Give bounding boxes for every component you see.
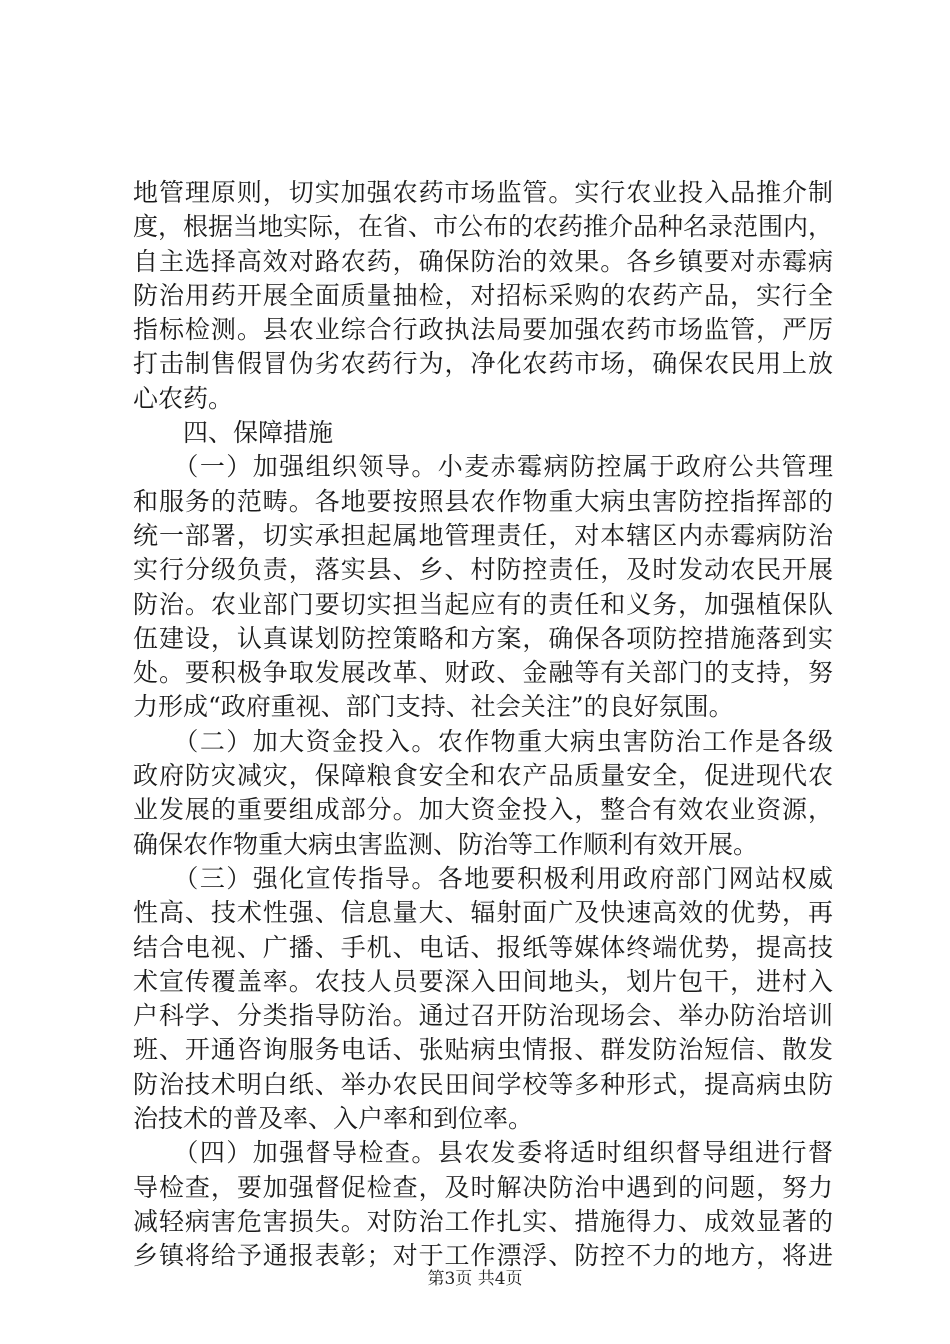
page-footer bbox=[0, 1267, 950, 1291]
text-line: 减轻病害危害损失。对防治工作扎实、措施得力、成效显著的 bbox=[133, 1206, 833, 1236]
text-line: 结合电视、广播、手机、电话、报纸等媒体终端优势，提高技 bbox=[133, 932, 833, 962]
text-line: 业发展的重要组成部分。加大资金投入，整合有效农业资源， bbox=[133, 795, 833, 825]
text-line: 性高、技术性强、信息量大、辐射面广及快速高效的优势，再 bbox=[133, 898, 833, 928]
text-line: 伍建设，认真谋划防控策略和方案，确保各项防控措施落到实 bbox=[133, 623, 833, 653]
text-line: 导检查，要加强督促检查，及时解决防治中遇到的问题，努力 bbox=[133, 1172, 833, 1202]
text-line: （四）加强督导检查。县农发委将适时组织督导组进行督 bbox=[133, 1138, 833, 1168]
text-line: 地管理原则，切实加强农药市场监管。实行农业投入品推介制 bbox=[133, 178, 833, 207]
text-line: 心农药。 bbox=[133, 383, 234, 413]
text-line: 处。要积极争取发展改革、财政、金融等有关部门的支持，努 bbox=[133, 658, 833, 688]
text-line: （二）加大资金投入。农作物重大病虫害防治工作是各级 bbox=[133, 726, 833, 756]
text-line: 乡镇将给予通报表彰；对于工作漂浮、防控不力的地方，将进 bbox=[133, 1241, 833, 1271]
text-line: 政府防灾减灾，保障粮食安全和农产品质量安全，促进现代农 bbox=[133, 761, 833, 791]
text-line: 班、开通咨询服务电话、张贴病虫情报、群发防治短信、散发 bbox=[133, 1035, 833, 1065]
text-line: （三）强化宣传指导。各地要积极利用政府部门网站权威 bbox=[133, 863, 833, 893]
page-number: 第3页 共4页 bbox=[427, 1269, 523, 1289]
body-text bbox=[133, 176, 833, 1274]
text-line: 统一部署，切实承担起属地管理责任，对本辖区内赤霉病防治 bbox=[133, 520, 833, 550]
text-line: （一）加强组织领导。小麦赤霉病防控属于政府公共管理 bbox=[133, 452, 833, 482]
text-line: 防治用药开展全面质量抽检，对招标采购的农药产品，实行全 bbox=[133, 280, 833, 310]
text-line: 指标检测。县农业综合行政执法局要加强农药市场监管，严厉 bbox=[133, 315, 833, 345]
text-line: 防治技术明白纸、举办农民田间学校等多种形式，提高病虫防 bbox=[133, 1069, 833, 1099]
text-line: 实行分级负责，落实县、乡、村防控责任，及时发动农民开展 bbox=[133, 555, 833, 585]
text-line: 和服务的范畴。各地要按照县农作物重大病虫害防控指挥部的 bbox=[133, 486, 833, 516]
text-line: 打击制售假冒伪劣农药行为，净化农药市场，确保农民用上放 bbox=[133, 349, 833, 379]
text-line: 户科学、分类指导防治。通过召开防治现场会、举办防治培训 bbox=[133, 1001, 833, 1031]
text-line: 自主选择高效对路农药，确保防治的效果。各乡镇要对赤霉病 bbox=[133, 246, 833, 276]
text-line: 确保农作物重大病虫害监测、防治等工作顺利有效开展。 bbox=[133, 829, 759, 859]
text-line: 治技术的普及率、入户率和到位率。 bbox=[133, 1104, 534, 1134]
text-line: 术宣传覆盖率。农技人员要深入田间地头，划片包干，进村入 bbox=[133, 966, 833, 996]
text-line: 度，根据当地实际，在省、市公布的农药推介品种名录范围内， bbox=[133, 212, 833, 242]
text-line: 防治。农业部门要切实担当起应有的责任和义务，加强植保队 bbox=[133, 589, 833, 619]
section-heading: 四、保障措施 bbox=[133, 418, 334, 448]
text-line: 力形成“政府重视、部门支持、社会关注”的良好氛围。 bbox=[133, 692, 734, 722]
